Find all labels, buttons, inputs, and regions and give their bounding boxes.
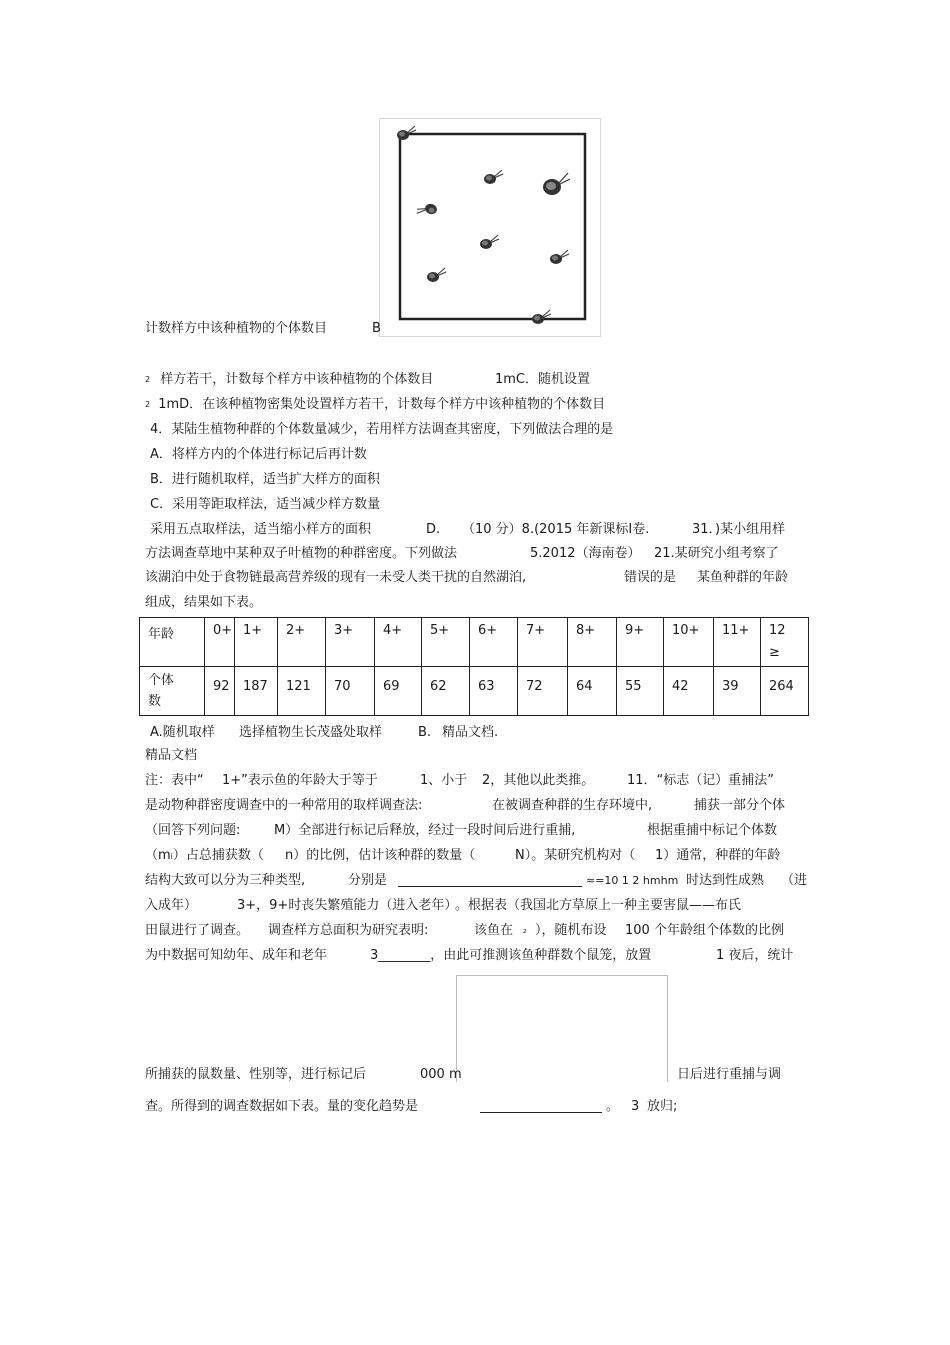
table-cell: 42 xyxy=(664,667,714,716)
text-line: （10 分）8.(2015 年新课标Ⅰ卷. xyxy=(462,522,650,537)
table-cell: 9+ xyxy=(617,618,664,667)
option-a: A．将样方内的个体进行标记后再计数 xyxy=(150,447,367,462)
table-cell: 个体 数 xyxy=(140,667,205,716)
text-line: 1mC．随机设置 xyxy=(495,372,591,387)
text-line: （进 xyxy=(781,873,808,888)
table-cell: 55 xyxy=(617,667,664,716)
snail-mark xyxy=(550,250,569,264)
table-cell: 70 xyxy=(326,667,375,716)
snail-mark xyxy=(543,173,570,195)
snail-mark xyxy=(416,200,439,220)
text-line: 精品文档. xyxy=(442,725,499,740)
text-span: 1mD．在该种植物密集处设置样方若干，计数每个样方中该种植物的个体数目 xyxy=(158,397,606,412)
text-line: 错误的是 xyxy=(624,570,677,585)
text-line: 3 xyxy=(631,1099,640,1114)
text-line: 注：表中“ xyxy=(145,773,204,788)
text-line: 2，其他以此类推。 xyxy=(482,773,595,788)
table-cell: 5+ xyxy=(422,618,470,667)
text-line: 采用五点取样法，适当缩小样方的面积 xyxy=(150,522,372,537)
text-line: 精品文档 xyxy=(145,748,198,763)
text-line: M）全部进行标记后释放，经过一段时间后进行重捕, xyxy=(274,823,576,838)
text-line: 。 xyxy=(606,1099,620,1114)
text-line: 该湖泊中处于食物链最高营养级的现有一未受人类干扰的自然湖泊, xyxy=(145,570,527,585)
text-line: B xyxy=(372,321,381,336)
table-row xyxy=(140,667,809,716)
table-cell: 72 xyxy=(518,667,568,716)
text-line: 1）通常，种群的年龄 xyxy=(655,848,781,863)
text-line xyxy=(145,397,605,413)
answer-blank xyxy=(480,1100,602,1113)
text-line: 计数样方中该种植物的个体数目 xyxy=(145,321,328,336)
text-line: 某鱼种群的年龄 xyxy=(697,570,789,585)
blank-frame xyxy=(456,975,668,1082)
table-cell: 64 xyxy=(568,667,617,716)
snail-mark xyxy=(427,268,446,282)
text-line: D. xyxy=(426,522,441,537)
snail-mark xyxy=(484,170,503,184)
table-cell: 63 xyxy=(470,667,518,716)
sample-quadrat-figure xyxy=(379,118,601,337)
text-line: 根据重捕中标记个体数 xyxy=(647,823,778,838)
text-line: 调查样方总面积为研究表明: xyxy=(268,923,429,938)
option-c: C．采用等距取样法，适当减少样方数量 xyxy=(150,497,381,512)
text-line: 该鱼在 xyxy=(474,923,514,938)
table-cell: 4+ xyxy=(375,618,422,667)
text-line: （回答下列问题: xyxy=(145,823,241,838)
text-line: 结构大致可以分为三种类型, xyxy=(145,873,306,888)
text-line: n）的比例，估计该种群的数量（ xyxy=(285,848,476,863)
question-4: 4．某陆生植物种群的个体数量减少，若用样方法调查其密度，下列做法合理的是 xyxy=(150,422,614,437)
text-span: 样方若干，计数每个样方中该种植物的个体数目 xyxy=(160,372,434,387)
fish-age-table xyxy=(139,617,809,716)
option-b: B．进行随机取样，适当扩大样方的面积 xyxy=(150,472,380,487)
text-line: 1+”表示鱼的年龄大于等于 xyxy=(222,773,378,788)
text-line xyxy=(145,372,433,388)
text-line: ），随机布设 xyxy=(535,923,607,938)
text-line: 田鼠进行了调查。 xyxy=(145,923,250,938)
table-cell: 2+ xyxy=(278,618,326,667)
text-line: 3+，9+时丧失繁殖能力（进入老年） xyxy=(237,898,458,913)
text-line: 入成年） xyxy=(145,898,198,913)
table-cell: 8+ xyxy=(568,618,617,667)
text-line: 分别是 xyxy=(348,873,388,888)
text-line: ≈=10 1 2 hmhm xyxy=(586,874,679,887)
text-line: 21.某研究小组考察了 xyxy=(654,546,779,561)
text-line: 31．)某小组用样 xyxy=(692,522,786,537)
text-line: 放归; xyxy=(647,1099,678,1114)
quadrat-square xyxy=(400,134,585,319)
quadrat-diagram xyxy=(380,119,600,336)
text-line: 。根据表（我国北方草原上一种主要害鼠——布氏 xyxy=(455,898,742,913)
text-line: 在被调查种群的生存环境中, xyxy=(492,798,653,813)
table-cell: 6+ xyxy=(470,618,518,667)
table-cell: 0+ xyxy=(205,618,235,667)
text-line: 选择植物生长茂盛处取样 xyxy=(239,725,383,740)
table-cell: 3+ xyxy=(326,618,375,667)
table-cell: 92 xyxy=(205,667,235,716)
text-line: ₂ xyxy=(523,926,527,936)
text-line: 为中数据可知幼年、成年和老年 xyxy=(145,948,328,963)
text-line: 组成，结果如下表。 xyxy=(145,595,263,610)
table-cell: 62 xyxy=(422,667,470,716)
text-line xyxy=(145,848,264,865)
snail-mark xyxy=(532,310,551,324)
text-line: 100 个年龄组个体数的比例 xyxy=(625,923,784,938)
text-line: 1、小于 xyxy=(420,773,468,788)
text-line: 11．“标志（记）重捕法” xyxy=(627,773,775,788)
table-cell: 69 xyxy=(375,667,422,716)
answer-blank xyxy=(398,874,582,887)
text-line: B. xyxy=(418,725,432,740)
table-cell: 10+ xyxy=(664,618,714,667)
text-span: ）占总捕获数（ xyxy=(172,848,264,863)
text-line: 1 夜后，统计 xyxy=(716,948,794,963)
table-cell: 12 ≥ xyxy=(761,618,809,667)
text-line: 000 m xyxy=(420,1067,462,1082)
text-line: 时达到性成熟 xyxy=(686,873,765,888)
snail-mark xyxy=(480,235,499,249)
text-line: 是动物种群密度调查中的一种常用的取样调查法: xyxy=(145,798,423,813)
text-line: N）。某研究机构对（ xyxy=(515,848,636,863)
subscript: i xyxy=(170,852,173,861)
text-line: 查。所得到的调查数据如下表。量的变化趋势是 xyxy=(145,1099,419,1114)
table-cell: 年龄 xyxy=(140,618,205,667)
text-line: 3________，由此可推测该鱼种群数个鼠笼，放置 xyxy=(370,948,652,963)
table-cell: 39 xyxy=(714,667,761,716)
text-line: 日后进行重捕与调 xyxy=(677,1067,782,1082)
text-line: 方法调查草地中某种双子叶植物的种群密度。下列做法 xyxy=(145,546,458,561)
text-line: A.随机取样 xyxy=(150,725,215,740)
text-line: 5.2012（海南卷） xyxy=(530,546,641,561)
superscript: 2 xyxy=(145,400,151,409)
text-line: 捕获一部分个体 xyxy=(694,798,786,813)
table-cell: 264 xyxy=(761,667,809,716)
table-cell: 1+ xyxy=(235,618,278,667)
table-cell: 11+ xyxy=(714,618,761,667)
table-cell: 7+ xyxy=(518,618,568,667)
table-row xyxy=(140,618,809,667)
text-span: （m xyxy=(145,848,171,863)
table-cell: 121 xyxy=(278,667,326,716)
text-line: 所捕获的鼠数量、性别等，进行标记后 xyxy=(145,1067,367,1082)
table-cell: 187 xyxy=(235,667,278,716)
superscript: 2 xyxy=(145,375,151,384)
